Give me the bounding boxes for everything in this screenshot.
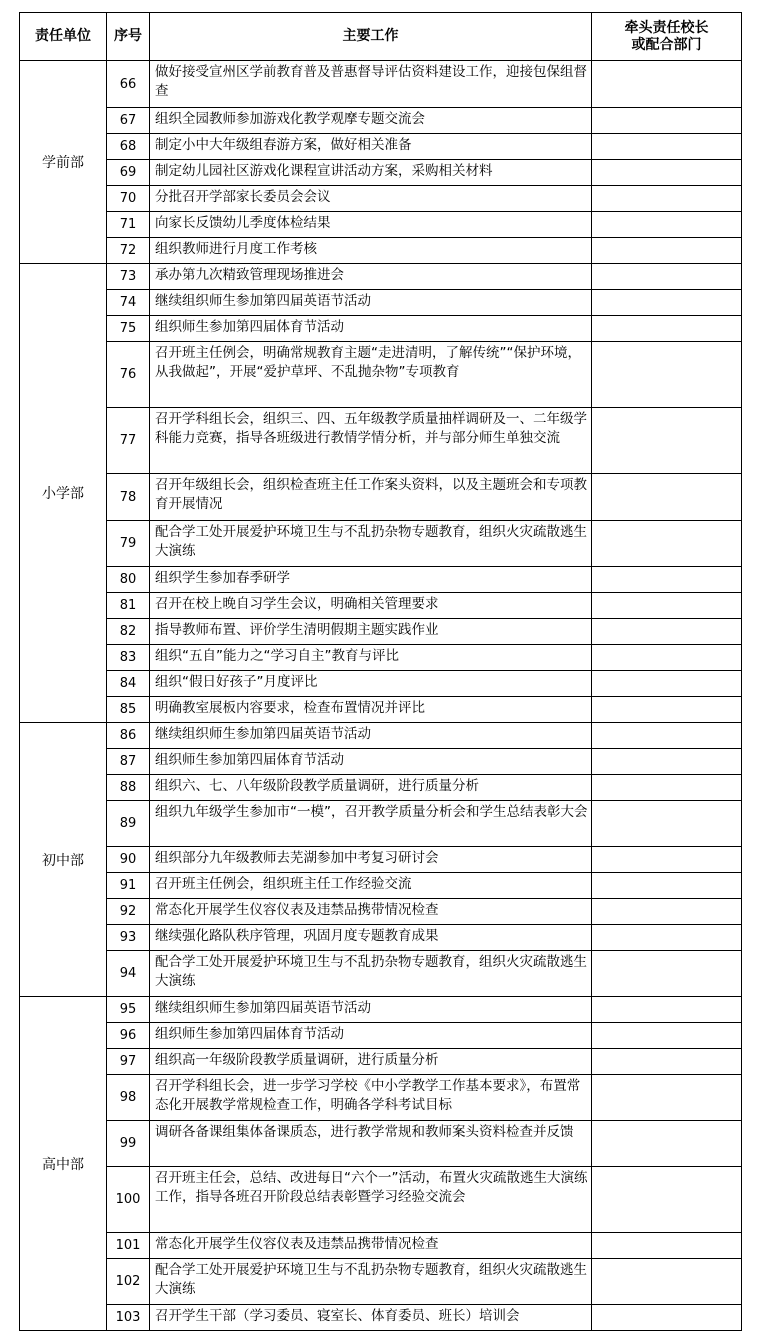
unit-cell: 高中部 bbox=[20, 997, 107, 1331]
lead-cell bbox=[592, 342, 742, 408]
seq-cell: 71 bbox=[107, 212, 150, 238]
work-cell: 召开年级组长会，组织检查班主任工作案头资料，以及主题班会和专项教育开展情况 bbox=[150, 474, 592, 521]
table-row bbox=[20, 186, 742, 212]
work-cell: 制定幼儿园社区游戏化课程宣讲活动方案，采购相关材料 bbox=[150, 160, 592, 186]
lead-cell bbox=[592, 671, 742, 697]
lead-cell bbox=[592, 108, 742, 134]
table-row bbox=[20, 134, 742, 160]
table-row bbox=[20, 160, 742, 186]
seq-cell: 66 bbox=[107, 61, 150, 108]
lead-cell bbox=[592, 1023, 742, 1049]
unit-cell: 初中部 bbox=[20, 723, 107, 997]
work-cell: 常态化开展学生仪容仪表及违禁品携带情况检查 bbox=[150, 1233, 592, 1259]
table-row bbox=[20, 408, 742, 474]
seq-cell: 74 bbox=[107, 290, 150, 316]
table-row bbox=[20, 873, 742, 899]
lead-cell bbox=[592, 749, 742, 775]
work-cell: 做好接受宣州区学前教育普及普惠督导评估资料建设工作，迎接包保组督查 bbox=[150, 61, 592, 108]
work-cell: 召开学生干部（学习委员、寝室长、体育委员、班长）培训会 bbox=[150, 1305, 592, 1331]
lead-cell bbox=[592, 645, 742, 671]
table-row bbox=[20, 1167, 742, 1233]
table-row bbox=[20, 238, 742, 264]
lead-cell bbox=[592, 1121, 742, 1167]
seq-cell: 76 bbox=[107, 342, 150, 408]
table-row bbox=[20, 1259, 742, 1305]
work-cell: 组织部分九年级教师去芜湖参加中考复习研讨会 bbox=[150, 847, 592, 873]
work-cell: 指导教师布置、评价学生清明假期主题实践作业 bbox=[150, 619, 592, 645]
table-row bbox=[20, 212, 742, 238]
seq-cell: 100 bbox=[107, 1167, 150, 1233]
table-row bbox=[20, 997, 742, 1023]
unit-cell: 小学部 bbox=[20, 264, 107, 723]
table-row bbox=[20, 775, 742, 801]
seq-cell: 82 bbox=[107, 619, 150, 645]
table-row bbox=[20, 342, 742, 408]
seq-cell: 87 bbox=[107, 749, 150, 775]
work-cell: 组织九年级学生参加市“一模”，召开教学质量分析会和学生总结表彰大会 bbox=[150, 801, 592, 847]
lead-cell bbox=[592, 290, 742, 316]
seq-cell: 90 bbox=[107, 847, 150, 873]
lead-cell bbox=[592, 316, 742, 342]
table-row bbox=[20, 474, 742, 521]
lead-cell bbox=[592, 1167, 742, 1233]
work-cell: 分批召开学部家长委员会会议 bbox=[150, 186, 592, 212]
lead-cell bbox=[592, 697, 742, 723]
lead-cell bbox=[592, 474, 742, 521]
table-row bbox=[20, 951, 742, 997]
lead-cell bbox=[592, 521, 742, 567]
lead-cell bbox=[592, 1305, 742, 1331]
work-cell: 召开班主任例会，明确常规教育主题“走进清明，了解传统”“保护环境，从我做起”，开展“爱护草坪、不乱抛杂物”专项教育 bbox=[150, 342, 592, 408]
work-cell: 继续组织师生参加第四届英语节活动 bbox=[150, 290, 592, 316]
lead-cell bbox=[592, 775, 742, 801]
lead-cell bbox=[592, 899, 742, 925]
work-cell: 召开在校上晚自习学生会议，明确相关管理要求 bbox=[150, 593, 592, 619]
seq-cell: 69 bbox=[107, 160, 150, 186]
header-seq: 序号 bbox=[107, 13, 150, 61]
seq-cell: 102 bbox=[107, 1259, 150, 1305]
header-work: 主要工作 bbox=[150, 13, 592, 61]
table-row bbox=[20, 925, 742, 951]
work-cell: 配合学工处开展爱护环境卫生与不乱扔杂物专题教育，组织火灾疏散逃生大演练 bbox=[150, 1259, 592, 1305]
lead-cell bbox=[592, 160, 742, 186]
work-cell: 常态化开展学生仪容仪表及违禁品携带情况检查 bbox=[150, 899, 592, 925]
lead-cell bbox=[592, 593, 742, 619]
work-cell: 组织“五自”能力之“学习自主”教育与评比 bbox=[150, 645, 592, 671]
table-row bbox=[20, 521, 742, 567]
lead-cell bbox=[592, 1049, 742, 1075]
seq-cell: 88 bbox=[107, 775, 150, 801]
work-cell: 继续组织师生参加第四届英语节活动 bbox=[150, 997, 592, 1023]
seq-cell: 91 bbox=[107, 873, 150, 899]
seq-cell: 67 bbox=[107, 108, 150, 134]
work-cell: 继续组织师生参加第四届英语节活动 bbox=[150, 723, 592, 749]
table-row bbox=[20, 847, 742, 873]
table-row bbox=[20, 899, 742, 925]
table-row bbox=[20, 671, 742, 697]
lead-cell bbox=[592, 997, 742, 1023]
table-row bbox=[20, 697, 742, 723]
table-row bbox=[20, 723, 742, 749]
lead-cell bbox=[592, 212, 742, 238]
table-row bbox=[20, 619, 742, 645]
seq-cell: 97 bbox=[107, 1049, 150, 1075]
lead-cell bbox=[592, 1259, 742, 1305]
table-row bbox=[20, 749, 742, 775]
work-cell: 组织学生参加春季研学 bbox=[150, 567, 592, 593]
seq-cell: 83 bbox=[107, 645, 150, 671]
seq-cell: 93 bbox=[107, 925, 150, 951]
work-cell: 继续强化路队秩序管理，巩固月度专题教育成果 bbox=[150, 925, 592, 951]
seq-cell: 85 bbox=[107, 697, 150, 723]
seq-cell: 70 bbox=[107, 186, 150, 212]
seq-cell: 99 bbox=[107, 1121, 150, 1167]
header-unit: 责任单位 bbox=[20, 13, 107, 61]
table-row bbox=[20, 645, 742, 671]
seq-cell: 101 bbox=[107, 1233, 150, 1259]
lead-cell bbox=[592, 619, 742, 645]
lead-cell bbox=[592, 801, 742, 847]
lead-cell bbox=[592, 134, 742, 160]
seq-cell: 68 bbox=[107, 134, 150, 160]
table-row bbox=[20, 108, 742, 134]
lead-cell bbox=[592, 925, 742, 951]
lead-cell bbox=[592, 1233, 742, 1259]
table-row bbox=[20, 290, 742, 316]
table-row bbox=[20, 1305, 742, 1331]
work-cell: 制定小中大年级组春游方案，做好相关准备 bbox=[150, 134, 592, 160]
lead-cell bbox=[592, 238, 742, 264]
work-cell: 组织“假日好孩子”月度评比 bbox=[150, 671, 592, 697]
seq-cell: 84 bbox=[107, 671, 150, 697]
seq-cell: 86 bbox=[107, 723, 150, 749]
table-row bbox=[20, 61, 742, 108]
seq-cell: 75 bbox=[107, 316, 150, 342]
work-plan-table bbox=[19, 12, 742, 1331]
lead-cell bbox=[592, 723, 742, 749]
table-row bbox=[20, 1075, 742, 1121]
unit-cell: 学前部 bbox=[20, 61, 107, 264]
table-row bbox=[20, 567, 742, 593]
seq-cell: 80 bbox=[107, 567, 150, 593]
work-cell: 向家长反馈幼儿季度体检结果 bbox=[150, 212, 592, 238]
seq-cell: 103 bbox=[107, 1305, 150, 1331]
seq-cell: 98 bbox=[107, 1075, 150, 1121]
seq-cell: 81 bbox=[107, 593, 150, 619]
lead-cell bbox=[592, 61, 742, 108]
seq-cell: 79 bbox=[107, 521, 150, 567]
seq-cell: 96 bbox=[107, 1023, 150, 1049]
lead-cell bbox=[592, 408, 742, 474]
lead-cell bbox=[592, 951, 742, 997]
lead-cell bbox=[592, 1075, 742, 1121]
work-cell: 组织全园教师参加游戏化教学观摩专题交流会 bbox=[150, 108, 592, 134]
work-cell: 组织师生参加第四届体育节活动 bbox=[150, 1023, 592, 1049]
table-row bbox=[20, 264, 742, 290]
table-row bbox=[20, 1121, 742, 1167]
lead-cell bbox=[592, 873, 742, 899]
lead-cell bbox=[592, 567, 742, 593]
work-cell: 调研各备课组集体备课质态，进行教学常规和教师案头资料检查并反馈 bbox=[150, 1121, 592, 1167]
table-row bbox=[20, 1233, 742, 1259]
work-cell: 配合学工处开展爱护环境卫生与不乱扔杂物专题教育，组织火灾疏散逃生大演练 bbox=[150, 951, 592, 997]
seq-cell: 77 bbox=[107, 408, 150, 474]
seq-cell: 78 bbox=[107, 474, 150, 521]
table-body bbox=[20, 61, 742, 1331]
seq-cell: 92 bbox=[107, 899, 150, 925]
work-cell: 承办第九次精致管理现场推进会 bbox=[150, 264, 592, 290]
work-cell: 组织六、七、八年级阶段教学质量调研，进行质量分析 bbox=[150, 775, 592, 801]
table-row bbox=[20, 593, 742, 619]
work-cell: 召开班主任例会，组织班主任工作经验交流 bbox=[150, 873, 592, 899]
seq-cell: 73 bbox=[107, 264, 150, 290]
work-cell: 组织师生参加第四届体育节活动 bbox=[150, 316, 592, 342]
work-cell: 召开学科组长会，进一步学习学校《中小学教学工作基本要求》，布置常态化开展教学常规检查工作，明确各学科考试目标 bbox=[150, 1075, 592, 1121]
seq-cell: 72 bbox=[107, 238, 150, 264]
lead-cell bbox=[592, 264, 742, 290]
work-cell: 明确教室展板内容要求，检查布置情况并评比 bbox=[150, 697, 592, 723]
table-row bbox=[20, 1023, 742, 1049]
lead-cell bbox=[592, 186, 742, 212]
work-cell: 配合学工处开展爱护环境卫生与不乱扔杂物专题教育，组织火灾疏散逃生大演练 bbox=[150, 521, 592, 567]
work-cell: 组织师生参加第四届体育节活动 bbox=[150, 749, 592, 775]
seq-cell: 89 bbox=[107, 801, 150, 847]
seq-cell: 94 bbox=[107, 951, 150, 997]
header-lead-line1: 牵头责任校长 bbox=[624, 19, 709, 36]
work-cell: 召开班主任会，总结、改进每日“六个一”活动，布置火灾疏散逃生大演练工作，指导各班召开阶段总结表彰暨学习经验交流会 bbox=[150, 1167, 592, 1233]
header-lead-line2: 或配合部门 bbox=[631, 36, 702, 53]
table-row bbox=[20, 316, 742, 342]
table-row bbox=[20, 801, 742, 847]
seq-cell: 95 bbox=[107, 997, 150, 1023]
work-cell: 组织教师进行月度工作考核 bbox=[150, 238, 592, 264]
work-cell: 召开学科组长会，组织三、四、五年级教学质量抽样调研及一、二年级学科能力竞赛，指导各班级进行教情学情分析，并与部分师生单独交流 bbox=[150, 408, 592, 474]
table-row bbox=[20, 1049, 742, 1075]
lead-cell bbox=[592, 847, 742, 873]
work-cell: 组织高一年级阶段教学质量调研，进行质量分析 bbox=[150, 1049, 592, 1075]
header-lead bbox=[592, 13, 742, 61]
header-row bbox=[20, 13, 742, 61]
